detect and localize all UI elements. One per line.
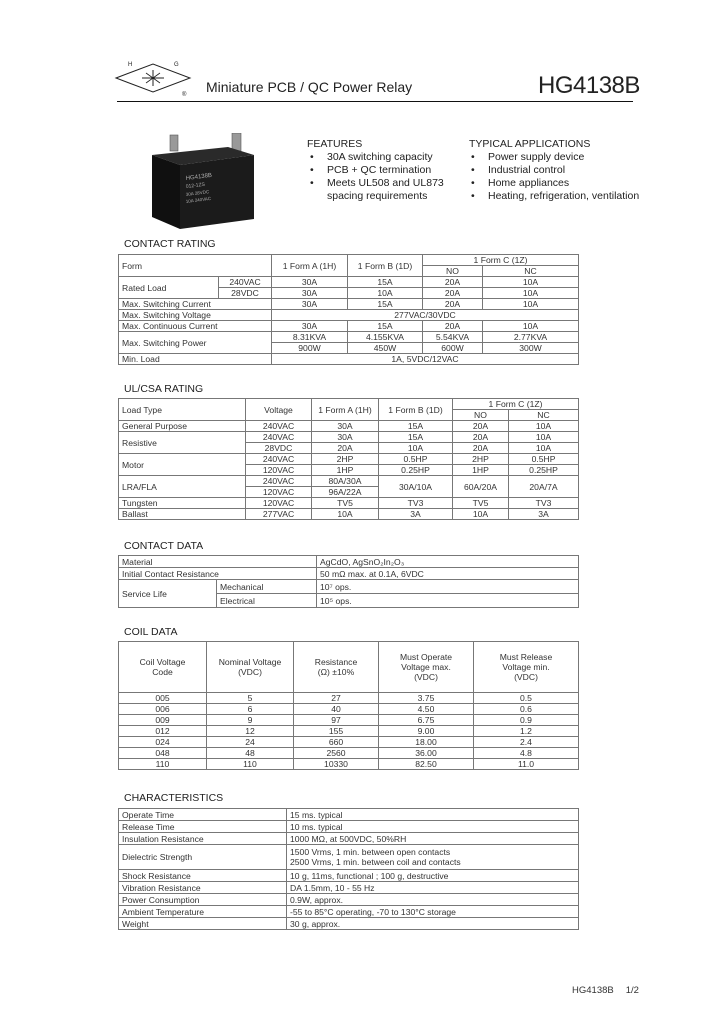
ul-cell: 28VDC xyxy=(246,443,312,454)
coil-h-line: Voltage max. xyxy=(401,662,451,672)
ul-col-load: Load Type xyxy=(119,399,246,421)
ul-cell: 277VAC xyxy=(246,509,312,520)
relay-label-line: 012-1ZS xyxy=(185,181,206,190)
cd-material-label: Material xyxy=(119,556,317,568)
ul-col-voltage: Voltage xyxy=(246,399,312,421)
coil-h-line: Coil Voltage xyxy=(139,657,186,667)
cr-cell: 4.155KVA xyxy=(348,332,423,343)
coil-h-release xyxy=(474,642,579,693)
coil-h-line: Resistance xyxy=(314,657,358,667)
coil-cell: 110 xyxy=(119,759,207,770)
ul-cell: 120VAC xyxy=(246,498,312,509)
ul-cell: 3A xyxy=(379,509,453,520)
coil-cell: 2.4 xyxy=(474,737,579,748)
logo-letter-h: H xyxy=(128,62,133,68)
coil-cell: 005 xyxy=(119,693,207,704)
ul-form-b: 1 Form B (1D) xyxy=(379,399,453,421)
cr-cell: 30A xyxy=(272,288,348,299)
coil-cell: 660 xyxy=(294,737,379,748)
coil-cell: 012 xyxy=(119,726,207,737)
cr-cell: 600W xyxy=(423,343,483,354)
cd-resistance: 50 mΩ max. at 0.1A, 6VDC xyxy=(317,568,579,580)
ul-cell: 0.5HP xyxy=(509,454,579,465)
cr-nc: NC xyxy=(483,266,579,277)
cr-cell: 8.31KVA xyxy=(272,332,348,343)
ul-cell: 10A xyxy=(453,509,509,520)
ul-cell: 0.5HP xyxy=(379,454,453,465)
coil-cell: 97 xyxy=(294,715,379,726)
coil-cell: 48 xyxy=(207,748,294,759)
ul-cell: 240VAC xyxy=(246,454,312,465)
coil-cell: 9 xyxy=(207,715,294,726)
header-rule xyxy=(117,101,633,102)
ul-cell: 240VAC xyxy=(246,421,312,432)
relay-label-line: 30A 28VDC xyxy=(185,189,210,197)
applications-list xyxy=(471,151,671,203)
ul-cell: 20A xyxy=(453,443,509,454)
cr-max-power-label: Max. Switching Power xyxy=(119,332,272,354)
ch-power: 0.9W, approx. xyxy=(287,894,579,906)
ul-motor-label: Motor xyxy=(119,454,246,476)
page-footer xyxy=(572,985,639,996)
contact-rating-heading: CONTACT RATING xyxy=(124,238,216,250)
cr-cell: 30A xyxy=(272,321,348,332)
ch-dielectric-label: Dielectric Strength xyxy=(119,845,287,870)
cr-cell: 10A xyxy=(348,288,423,299)
ch-vibration-label: Vibration Resistance xyxy=(119,882,287,894)
ul-cell: 0.25HP xyxy=(509,465,579,476)
cr-max-voltage: 277VAC/30VDC xyxy=(272,310,579,321)
coil-cell: 24 xyxy=(207,737,294,748)
ul-tungsten-label: Tungsten xyxy=(119,498,246,509)
coil-cell: 27 xyxy=(294,693,379,704)
ul-ballast-label: Ballast xyxy=(119,509,246,520)
ul-cell: TV3 xyxy=(509,498,579,509)
cr-cell: 20A xyxy=(423,277,483,288)
ul-cell: 96A/22A xyxy=(312,487,379,498)
ul-cell: 30A xyxy=(312,432,379,443)
application-item: • Home appliances xyxy=(471,177,671,190)
ul-cell: TV5 xyxy=(453,498,509,509)
document-title: Miniature PCB / QC Power Relay xyxy=(206,79,413,95)
cr-form-c: 1 Form C (1Z) xyxy=(423,255,579,266)
coil-h-line: (VDC) xyxy=(238,667,262,677)
relay-label-line: 10A 240VAC xyxy=(185,195,212,204)
coil-row xyxy=(119,715,579,726)
cr-cell: 10A xyxy=(483,321,579,332)
relay-label-line: HG4138B xyxy=(185,172,213,182)
ul-rating-heading: UL/CSA RATING xyxy=(124,383,204,395)
cr-max-voltage-label: Max. Switching Voltage xyxy=(119,310,272,321)
ul-cell: TV3 xyxy=(379,498,453,509)
coil-cell: 006 xyxy=(119,704,207,715)
application-item: • Power supply device xyxy=(471,151,671,164)
cr-cell: 300W xyxy=(483,343,579,354)
coil-cell: 10330 xyxy=(294,759,379,770)
coil-h-line: (VDC) xyxy=(414,672,438,682)
cr-cell: 30A xyxy=(272,277,348,288)
coil-row xyxy=(119,693,579,704)
ul-cell: 80A/30A xyxy=(312,476,379,487)
cr-cell: 450W xyxy=(348,343,423,354)
ul-nc: NC xyxy=(509,410,579,421)
coil-row xyxy=(119,726,579,737)
ul-no: NO xyxy=(453,410,509,421)
ul-cell: 1HP xyxy=(453,465,509,476)
logo-letter-g: G xyxy=(174,62,179,68)
cd-elec-label: Electrical xyxy=(217,594,317,608)
coil-cell: 18.00 xyxy=(379,737,474,748)
ul-form-c: 1 Form C (1Z) xyxy=(453,399,579,410)
ul-cell: 120VAC xyxy=(246,487,312,498)
coil-h-code xyxy=(119,642,207,693)
characteristics-heading: CHARACTERISTICS xyxy=(124,792,224,804)
cr-cell: 10A xyxy=(483,299,579,310)
ul-cell: 10A xyxy=(312,509,379,520)
part-number: HG4138B xyxy=(538,72,640,99)
coil-cell: 048 xyxy=(119,748,207,759)
ul-cell: 2HP xyxy=(453,454,509,465)
coil-cell: 110 xyxy=(207,759,294,770)
application-item: • Industrial control xyxy=(471,164,671,177)
ul-cell: 15A xyxy=(379,432,453,443)
cr-cell: 20A xyxy=(423,288,483,299)
coil-cell: 6 xyxy=(207,704,294,715)
cd-mech: 10⁷ ops. xyxy=(317,580,579,594)
coil-h-nominal xyxy=(207,642,294,693)
company-logo xyxy=(110,58,196,98)
coil-cell: 3.75 xyxy=(379,693,474,704)
ul-resistive-label: Resistive xyxy=(119,432,246,454)
coil-cell: 009 xyxy=(119,715,207,726)
ul-cell: TV5 xyxy=(312,498,379,509)
coil-h-line: Nominal Voltage xyxy=(218,657,282,667)
ul-form-a: 1 Form A (1H) xyxy=(312,399,379,421)
coil-cell: 155 xyxy=(294,726,379,737)
coil-cell: 11.0 xyxy=(474,759,579,770)
cd-resistance-label: Initial Contact Resistance xyxy=(119,568,317,580)
cr-form-a: 1 Form A (1H) xyxy=(272,255,348,277)
ul-lra-label: LRA/FLA xyxy=(119,476,246,498)
ul-cell: 10A xyxy=(509,443,579,454)
ul-cell: 240VAC xyxy=(246,432,312,443)
footer-page: 1/2 xyxy=(625,985,639,996)
feature-item: • 30A switching capacity xyxy=(310,151,470,164)
coil-cell: 4.50 xyxy=(379,704,474,715)
ch-ambient: -55 to 85°C operating, -70 to 130°C storage xyxy=(287,906,579,918)
applications-heading: TYPICAL APPLICATIONS xyxy=(469,138,591,150)
coil-cell: 2560 xyxy=(294,748,379,759)
cd-elec: 10⁵ ops. xyxy=(317,594,579,608)
cr-rated-load: Rated Load xyxy=(119,277,219,299)
coil-row xyxy=(119,748,579,759)
contact-data-heading: CONTACT DATA xyxy=(124,540,204,552)
ul-cell: 10A xyxy=(379,443,453,454)
coil-cell: 82.50 xyxy=(379,759,474,770)
ul-general-label: General Purpose xyxy=(119,421,246,432)
ch-weight: 30 g, approx. xyxy=(287,918,579,930)
coil-cell: 5 xyxy=(207,693,294,704)
coil-cell: 024 xyxy=(119,737,207,748)
relay-product-image xyxy=(148,133,258,233)
cr-cell: 2.77KVA xyxy=(483,332,579,343)
ch-shock-label: Shock Resistance xyxy=(119,870,287,882)
coil-cell: 12 xyxy=(207,726,294,737)
cr-form-label: Form xyxy=(119,255,272,277)
coil-cell: 0.6 xyxy=(474,704,579,715)
ch-insulation: 1000 MΩ, at 500VDC, 50%RH xyxy=(287,833,579,845)
ch-operate-label: Operate Time xyxy=(119,809,287,821)
cd-material: AgCdO, AgSnO₂In₂O₃ xyxy=(317,556,579,568)
coil-cell: 1.2 xyxy=(474,726,579,737)
coil-h-line: Must Operate xyxy=(399,652,453,662)
cr-cell: 15A xyxy=(348,321,423,332)
cr-cell: 30A xyxy=(272,299,348,310)
coil-h-line: Must Release xyxy=(499,652,553,662)
cr-max-cont-label: Max. Continuous Current xyxy=(119,321,272,332)
coil-cell: 40 xyxy=(294,704,379,715)
application-item: • Heating, refrigeration, ventilation xyxy=(471,190,671,203)
coil-h-res xyxy=(294,642,379,693)
cr-form-b: 1 Form B (1D) xyxy=(348,255,423,277)
ch-ambient-label: Ambient Temperature xyxy=(119,906,287,918)
cr-min-load: 1A, 5VDC/12VAC xyxy=(272,354,579,365)
cr-cell: 15A xyxy=(348,277,423,288)
ch-vibration: DA 1.5mm, 10 - 55 Hz xyxy=(287,882,579,894)
coil-row xyxy=(119,737,579,748)
cr-cell: 900W xyxy=(272,343,348,354)
coil-h-line: (VDC) xyxy=(514,672,538,682)
ch-dielectric-line: 1500 Vrms, 1 min. between open contacts xyxy=(290,847,451,857)
characteristics-table xyxy=(118,808,579,930)
cr-cell: 20A xyxy=(423,299,483,310)
coil-h-operate xyxy=(379,642,474,693)
coil-row xyxy=(119,704,579,715)
ul-cell: 10A xyxy=(509,421,579,432)
ul-cell: 30A xyxy=(312,421,379,432)
ch-dielectric xyxy=(287,845,579,870)
ul-cell: 1HP xyxy=(312,465,379,476)
ch-weight-label: Weight xyxy=(119,918,287,930)
ch-insulation-label: Insulation Resistance xyxy=(119,833,287,845)
ul-cell: 60A/20A xyxy=(453,476,509,498)
contact-data-table xyxy=(118,555,579,608)
feature-item: • Meets UL508 and UL873 xyxy=(310,177,470,190)
ch-power-label: Power Consumption xyxy=(119,894,287,906)
cr-v28: 28VDC xyxy=(219,288,272,299)
coil-cell: 0.9 xyxy=(474,715,579,726)
features-list xyxy=(310,151,470,203)
ul-cell: 30A/10A xyxy=(379,476,453,498)
coil-row xyxy=(119,759,579,770)
coil-cell: 6.75 xyxy=(379,715,474,726)
cr-min-load-label: Min. Load xyxy=(119,354,272,365)
cr-cell: 15A xyxy=(348,299,423,310)
ul-cell: 2HP xyxy=(312,454,379,465)
ul-cell: 10A xyxy=(509,432,579,443)
ch-dielectric-line: 2500 Vrms, 1 min. between coil and contacts xyxy=(290,857,461,867)
coil-data-table xyxy=(118,641,579,770)
ul-cell: 240VAC xyxy=(246,476,312,487)
coil-h-line: Voltage min. xyxy=(502,662,550,672)
coil-data-heading: COIL DATA xyxy=(124,626,178,638)
ul-cell: 20A xyxy=(312,443,379,454)
features-heading: FEATURES xyxy=(307,138,363,150)
cr-max-current-label: Max. Switching Current xyxy=(119,299,272,310)
contact-rating-table xyxy=(118,254,579,365)
cr-cell: 5.54KVA xyxy=(423,332,483,343)
coil-cell: 0.5 xyxy=(474,693,579,704)
coil-h-line: (Ω) ±10% xyxy=(317,667,355,677)
ul-cell: 3A xyxy=(509,509,579,520)
ch-operate: 15 ms. typical xyxy=(287,809,579,821)
coil-h-line: Code xyxy=(152,667,173,677)
ul-cell: 120VAC xyxy=(246,465,312,476)
ul-cell: 0.25HP xyxy=(379,465,453,476)
ul-cell: 20A/7A xyxy=(509,476,579,498)
feature-item: • PCB + QC termination xyxy=(310,164,470,177)
cr-cell: 10A xyxy=(483,288,579,299)
ul-rating-table xyxy=(118,398,579,520)
footer-part: HG4138B xyxy=(572,985,614,996)
ul-cell: 20A xyxy=(453,421,509,432)
ch-release-label: Release Time xyxy=(119,821,287,833)
cr-cell: 10A xyxy=(483,277,579,288)
coil-cell: 36.00 xyxy=(379,748,474,759)
logo-registered: ® xyxy=(182,92,187,98)
cr-cell: 20A xyxy=(423,321,483,332)
cr-no: NO xyxy=(423,266,483,277)
cd-life-label: Service Life xyxy=(119,580,217,608)
coil-cell: 4.8 xyxy=(474,748,579,759)
ul-cell: 20A xyxy=(453,432,509,443)
feature-item-continuation: spacing requirements xyxy=(327,190,428,202)
cd-mech-label: Mechanical xyxy=(217,580,317,594)
cr-v240: 240VAC xyxy=(219,277,272,288)
coil-cell: 9.00 xyxy=(379,726,474,737)
ch-release: 10 ms. typical xyxy=(287,821,579,833)
ch-shock: 10 g, 11ms, functional ; 100 g, destructive xyxy=(287,870,579,882)
ul-cell: 15A xyxy=(379,421,453,432)
